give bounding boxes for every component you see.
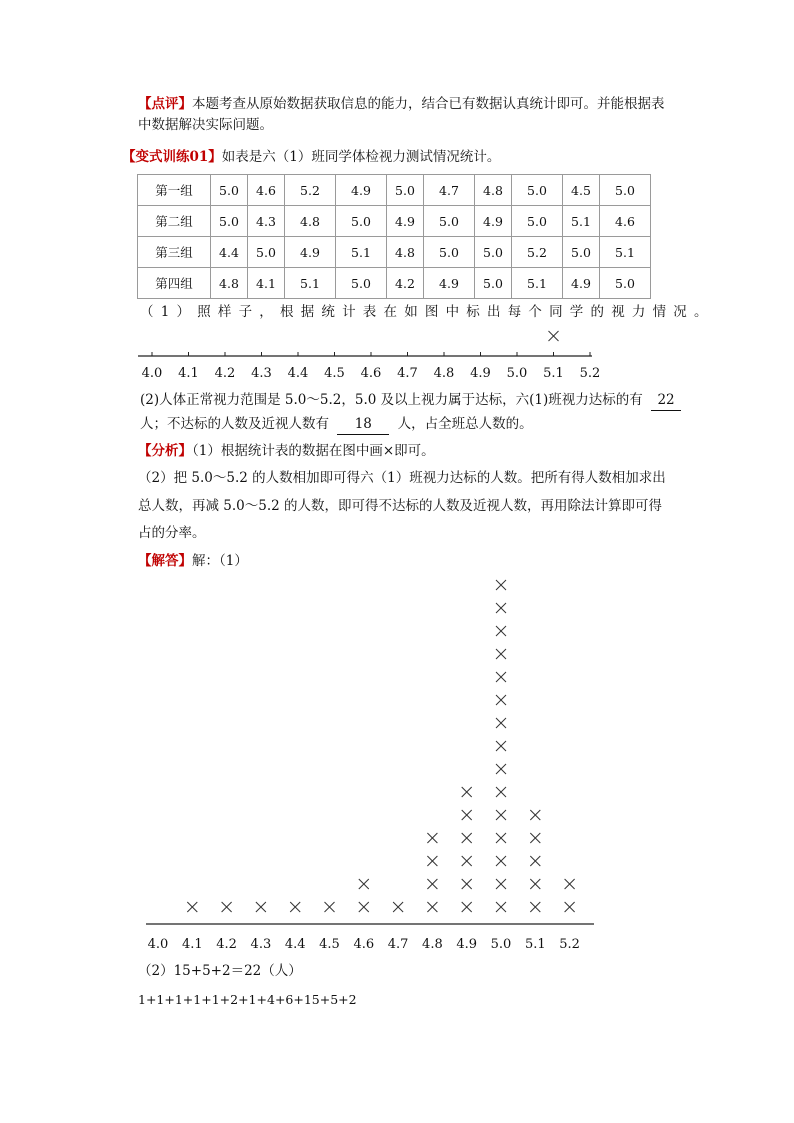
data-point [462, 879, 472, 889]
data-point [462, 856, 472, 866]
vision-value: 5.0 [424, 237, 475, 268]
x-tick-label: 4.2 [214, 366, 236, 381]
vision-value: 4.8 [285, 206, 336, 237]
data-point [427, 902, 437, 912]
data-point [496, 879, 506, 889]
data-point [427, 833, 437, 843]
vision-value: 4.3 [248, 206, 285, 237]
answer-heading: 【解答】解：（1） [138, 553, 248, 569]
data-point [530, 902, 540, 912]
vision-value: 5.0 [336, 268, 387, 299]
x-tick-label: 4.3 [250, 937, 272, 952]
vision-value: 5.1 [285, 268, 336, 299]
data-point [565, 902, 575, 912]
data-point [496, 672, 506, 682]
data-point [496, 833, 506, 843]
x-tick-label: 4.9 [470, 366, 491, 381]
exercise-heading: 【变式训练01】如表是六（1）班同学体检视力测试情况统计。 [122, 149, 501, 165]
data-point [359, 902, 369, 912]
question-2-line-2: 人；不达标的人数及近视人数有 18 人，占全班总人数的。 [140, 414, 533, 435]
vision-dot-chart [138, 572, 602, 960]
group-label: 第一组 [138, 175, 211, 206]
data-point [462, 810, 472, 820]
vision-value: 5.0 [600, 268, 651, 299]
vision-value: 5.0 [211, 175, 248, 206]
x-tick-label: 4.7 [397, 366, 418, 381]
review-line-2: 中数据解决实际问题。 [138, 117, 273, 133]
data-point [393, 902, 403, 912]
table-row [138, 268, 651, 299]
group-label: 第二组 [138, 206, 211, 237]
vision-value: 5.0 [475, 268, 512, 299]
vision-value: 5.2 [285, 175, 336, 206]
x-tick-label: 4.5 [319, 937, 340, 952]
analysis-line-2: （2）把 5.0～5.2 的人数相加即可得六（1）班视力达标的人数。把所有得人数相加求出 [138, 470, 666, 486]
vision-value: 4.7 [424, 175, 475, 206]
data-point [290, 902, 300, 912]
data-point [496, 649, 506, 659]
vision-value: 4.9 [336, 175, 387, 206]
answer-calc-1: （2）15+5+2＝22（人） [138, 963, 302, 979]
x-tick-label: 4.5 [324, 366, 345, 381]
vision-value: 4.9 [424, 268, 475, 299]
vision-value: 4.8 [211, 268, 248, 299]
data-point [427, 879, 437, 889]
vision-value: 4.4 [211, 237, 248, 268]
x-tick-label: 5.2 [559, 937, 580, 952]
data-point [530, 879, 540, 889]
vision-value: 5.2 [512, 237, 563, 268]
answer-blank-1: 22 [651, 390, 681, 411]
question-2-line-1: (2)人体正常视力范围是 5.0～5.2，5.0 及以上视力属于达标，六(1)班视力达标的有 22 [140, 390, 681, 411]
vision-table [137, 174, 651, 299]
analysis-line-4: 占的分率。 [138, 525, 206, 541]
x-tick-label: 4.6 [360, 366, 382, 381]
vision-value: 5.0 [512, 206, 563, 237]
group-label: 第三组 [138, 237, 211, 268]
data-point [187, 902, 197, 912]
data-point [496, 626, 506, 636]
data-point [496, 856, 506, 866]
data-point [256, 902, 266, 912]
vision-value: 5.0 [387, 175, 424, 206]
data-point [496, 810, 506, 820]
x-tick-label: 4.3 [251, 366, 272, 381]
answer-blank-2: 18 [337, 414, 389, 435]
data-point [496, 764, 506, 774]
data-point [462, 902, 472, 912]
analysis-tag: 【分析】 [138, 443, 192, 459]
data-point [496, 695, 506, 705]
data-point [325, 902, 335, 912]
x-tick-label: 4.0 [141, 366, 163, 381]
vision-value: 4.8 [387, 237, 424, 268]
vision-value: 5.0 [512, 175, 563, 206]
data-point [496, 603, 506, 613]
data-point [565, 879, 575, 889]
vision-value: 5.1 [512, 268, 563, 299]
vision-value: 4.6 [600, 206, 651, 237]
x-tick-label: 5.1 [543, 366, 564, 381]
vision-value: 5.1 [563, 206, 600, 237]
data-point [496, 902, 506, 912]
vision-value: 4.2 [387, 268, 424, 299]
group-label: 第四组 [138, 268, 211, 299]
x-tick-label: 4.8 [422, 937, 443, 952]
data-point [427, 856, 437, 866]
x-tick-label: 5.0 [490, 937, 512, 952]
vision-value: 5.1 [336, 237, 387, 268]
exercise-tag: 【变式训练01】 [122, 149, 222, 165]
data-point [496, 718, 506, 728]
answer-tag: 【解答】 [138, 553, 192, 569]
vision-value: 5.0 [563, 237, 600, 268]
vision-value: 4.1 [248, 268, 285, 299]
review-line-1: 【点评】本题考查从原始数据获取信息的能力，结合已有数据认真统计即可。并能根据表 [138, 96, 665, 112]
table-row [138, 206, 651, 237]
data-point [549, 331, 559, 341]
vision-value: 4.9 [387, 206, 424, 237]
vision-value: 5.0 [336, 206, 387, 237]
data-point [222, 902, 232, 912]
x-tick-label: 4.6 [353, 937, 375, 952]
table-row [138, 175, 651, 206]
vision-value: 4.8 [475, 175, 512, 206]
x-tick-label: 4.4 [287, 366, 309, 381]
data-point [530, 833, 540, 843]
x-tick-label: 4.0 [147, 937, 169, 952]
vision-value: 4.6 [248, 175, 285, 206]
x-tick-label: 4.1 [181, 937, 203, 952]
vision-value: 5.0 [475, 237, 512, 268]
vision-value: 5.0 [248, 237, 285, 268]
data-point [462, 833, 472, 843]
x-tick-label: 4.2 [216, 937, 237, 952]
data-point [530, 856, 540, 866]
answer-calc-2: 1+1+1+1+1+2+1+4+6+15+5+2 [138, 992, 357, 1007]
vision-value: 4.9 [285, 237, 336, 268]
analysis-line-3: 总人数，再减 5.0～5.2 的人数，即可得不达标的人数及近视人数，再用除法计算即可得 [138, 498, 663, 514]
x-tick-label: 4.9 [456, 937, 478, 952]
x-tick-label: 5.0 [506, 366, 528, 381]
x-tick-label: 5.1 [524, 937, 546, 952]
data-point [496, 580, 506, 590]
data-point [462, 787, 472, 797]
analysis-heading: 【分析】（1）根据统计表的数据在图中画×即可。 [138, 443, 435, 459]
vision-value: 4.9 [475, 206, 512, 237]
x-tick-label: 5.2 [579, 366, 601, 381]
vision-value: 5.0 [424, 206, 475, 237]
table-row [138, 237, 651, 268]
question-1: （1）照样子，根据统计表在如图中标出每个同学的视力情况。 [140, 304, 715, 320]
sample-dot-chart [134, 325, 604, 385]
vision-value: 5.1 [600, 237, 651, 268]
x-tick-label: 4.4 [284, 937, 306, 952]
review-tag: 【点评】 [138, 96, 192, 112]
x-tick-label: 4.1 [178, 366, 199, 381]
data-point [496, 787, 506, 797]
data-point [530, 810, 540, 820]
data-point [496, 741, 506, 751]
x-tick-label: 4.7 [387, 937, 409, 952]
vision-value: 5.0 [600, 175, 651, 206]
x-tick-label: 4.8 [433, 366, 455, 381]
vision-value: 5.0 [211, 206, 248, 237]
data-point [359, 879, 369, 889]
vision-value: 4.9 [563, 268, 600, 299]
vision-value: 4.5 [563, 175, 600, 206]
